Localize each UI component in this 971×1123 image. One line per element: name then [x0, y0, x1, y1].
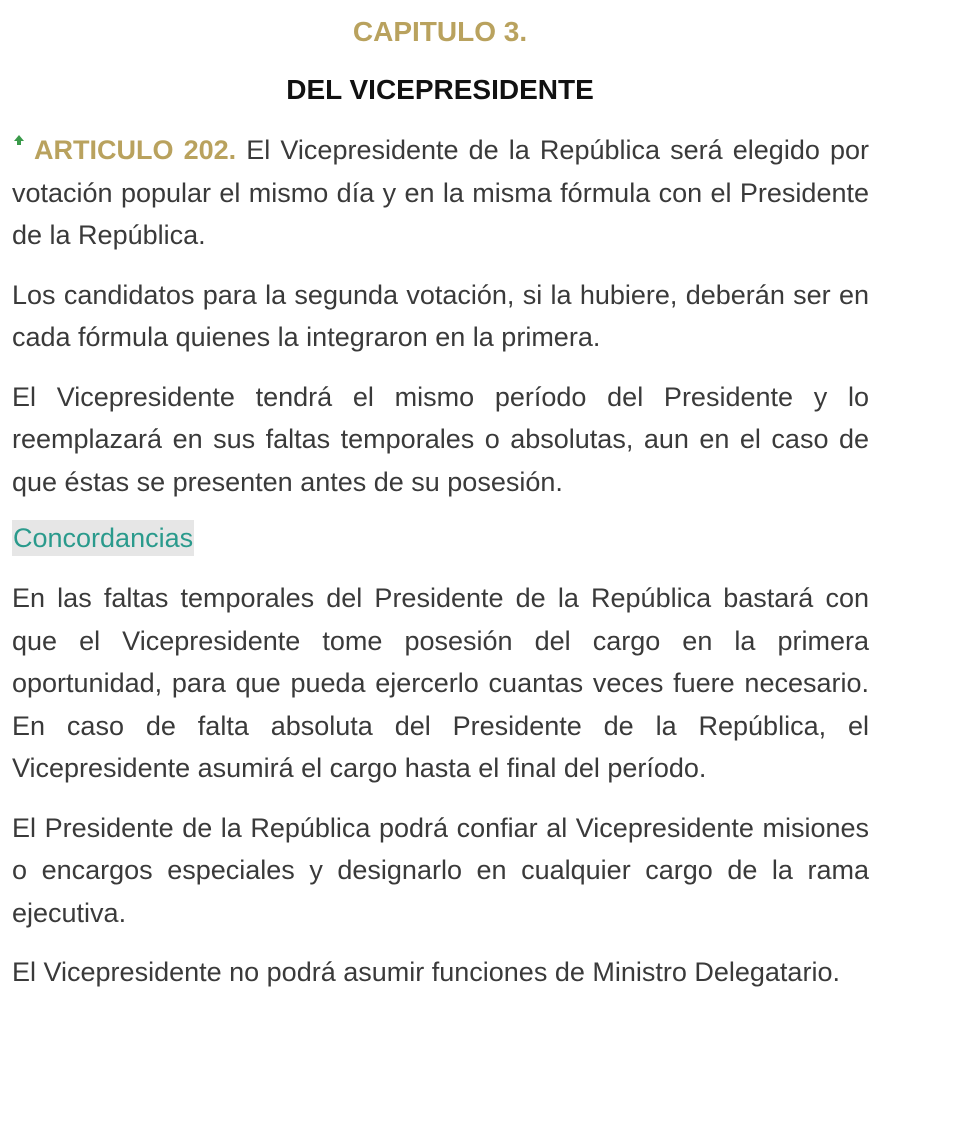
article-heading: ARTICULO 202.: [34, 135, 237, 165]
article-paragraph-2: Los candidatos para la segunda votación, si la hubiere, deberán ser en cada fórmula quienes la integraron en la primera.: [12, 279, 869, 352]
section-title: DEL VICEPRESIDENTE: [286, 74, 594, 105]
article-paragraph-6: El Vicepresidente no podrá asumir funciones de Ministro Delegatario.: [12, 957, 840, 987]
up-arrow-icon[interactable]: [12, 129, 32, 153]
concordancias-link[interactable]: Concordancias: [12, 520, 194, 556]
article-paragraph-3: El Vicepresidente tendrá el mismo período del Presidente y lo reemplazará en sus faltas temporales o absolutas, aun en el caso de que éstas se presenten antes de su posesión.: [12, 381, 869, 497]
concordancias-row: [12, 520, 869, 560]
article-paragraph-1: [12, 129, 869, 257]
chapter-title: CAPITULO 3.: [352, 16, 528, 47]
article-paragraph-5: El Presidente de la República podrá confiar al Vicepresidente misiones o encargos especiales y designarlo en cualquier cargo de la rama ejecutiva.: [12, 812, 869, 928]
article-paragraph-4: En las faltas temporales del Presidente de la República bastará con que el Vicepresidente tome posesión del cargo en la primera oportunidad, para que pueda ejercerlo cuantas veces fuere necesario. En caso de falta absoluta del Presidente de la República, el Vicepresidente asumirá el cargo hasta el final del período.: [12, 583, 869, 783]
article-text: El Vicepresidente de la República será elegido por votación popular el mismo día y en la misma fórmula con el Presidente de la República.: [12, 135, 869, 250]
article-body: [12, 129, 869, 1011]
